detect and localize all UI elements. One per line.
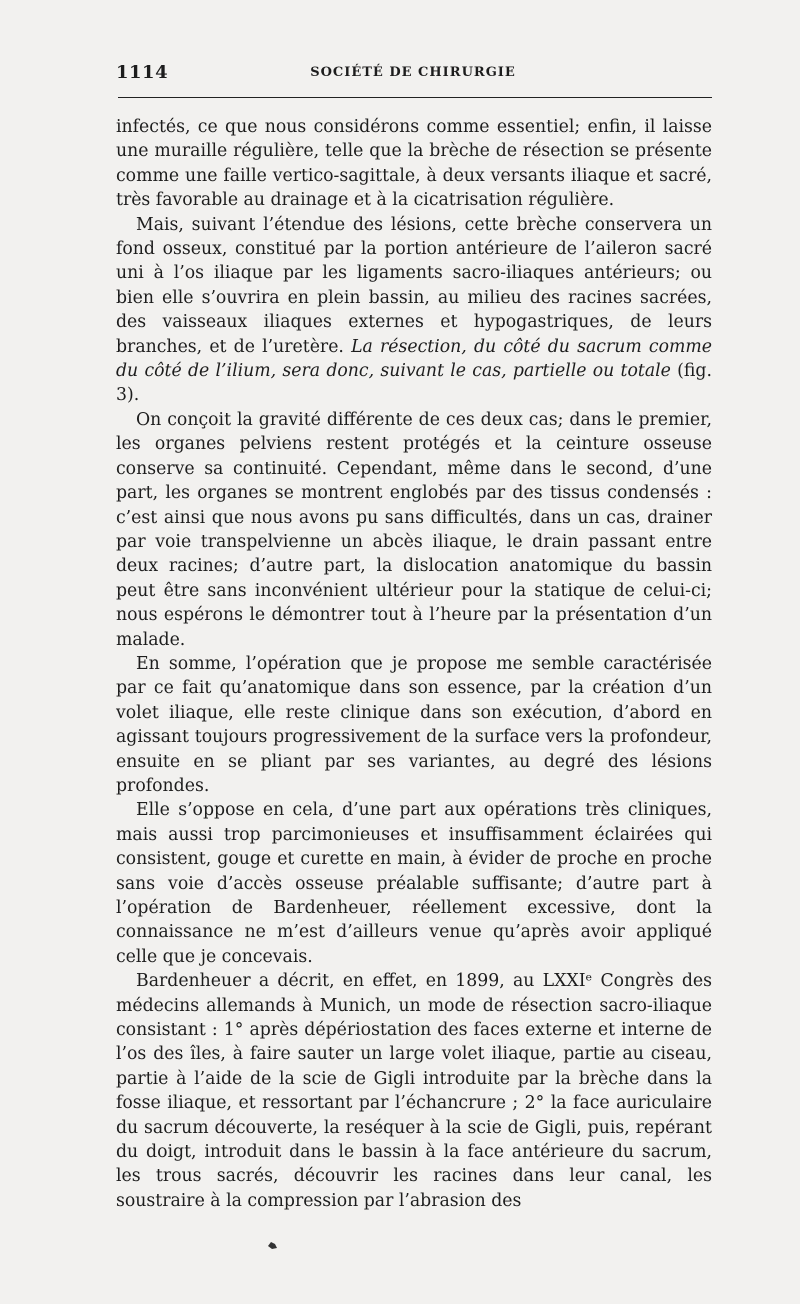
paragraph-2-figure-ref: (fig. 3). [116,361,712,406]
running-head: SOCIÉTÉ DE CHIRURGIE [310,65,516,80]
paragraph-4: En somme, l’opération que je propose me semble caractérisée par ce fait qu’anatomique dans son essence, par la création d’un volet iliaque, elle reste clinique dans son exécution, d’abord en agissant toujours progressivement de la surface vers la profondeur, ensuite en se pliant par ses variantes, au degré des lésions profondes. [116,653,712,796]
paragraph-1: infectés, ce que nous considérons comme essentiel; enfin, il laisse une muraille régulière, telle que la brèche de résection se présente comme une faille vertico-sagittale, à deux versants iliaque et sacré, très favorable au drainage et à la cicatrisation régulière. [116,117,712,211]
paragraph-2-italic: La résection, du côté du sacrum comme du côté de l’ilium, sera donc, suivant le cas, partielle ou totale [116,336,712,382]
body-text [116,115,712,1213]
header-rule [118,97,712,98]
paragraph-3: On conçoit la gravité différente de ces deux cas; dans le premier, les organes pelviens restent protégés et la ceinture osseuse conserve sa continuité. Cependant, même dans le second, d’une part, les organes se montrent englobés par des tissus condensés : c’est ainsi que nous avons pu sans difficultés, dans un cas, drainer par voie transpelvienne un abcès iliaque, le drain passant entre deux racines; d’autre part, la dislocation anatomique du bassin peut être sans inconvénient ultérieur pour la statique de celui-ci; nous espérons le démontrer tout à l’heure par la présentation d’un malade. [116,409,712,650]
paragraph-5: Elle s’oppose en cela, d’une part aux opérations très cliniques, mais aussi trop parcimonieuses et insuffisamment éclairées qui consistent, gouge et curette en main, à évider de proche en proche sans voie d’accès osseuse préalable suffisante; d’autre part à l’opération de Bardenheuer, réellement excessive, dont la connaissance ne m’est d’ailleurs venue qu’après avoir appliqué celle que je concevais. [116,800,712,967]
ink-speck [266,1240,278,1250]
paragraph-2-text: Mais, suivant l’étendue des lésions, cette brèche conservera un fond osseux, constitué par la portion antérieure de l’aileron sacré uni à l’os iliaque par les ligaments sacro-iliaques antérieurs; ou bien elle s’ouvrira en plein bassin, au milieu des racines sacrées, des vaisseaux iliaques externes et hypogastriques, de leurs branches, et de l’uretère. [116,214,712,357]
paragraph-6: Bardenheuer a décrit, en effet, en 1899, au LXXIᵉ Congrès des médecins allemands à Munich, un mode de résection sacro-iliaque consistant : 1° après dépériostation des faces externe et interne de l’os des îles, à faire sauter un large volet iliaque, partie au ciseau, partie à l’aide de la scie de Gigli introduite par la brèche dans la fosse iliaque, et ressortant par l’échancrure ; 2° la face auriculaire du sacrum découverte, la reséquer à la scie de Gigli, puis, repérant du doigt, introduit dans le bassin à la face antérieure du sacrum, les trous sacrés, découvrir les racines dans leur canal, les soustraire à la compression par l’abrasion des [116,971,712,1211]
page-header [116,62,710,86]
page-number: 1114 [116,62,169,83]
paragraph-2 [116,213,712,408]
